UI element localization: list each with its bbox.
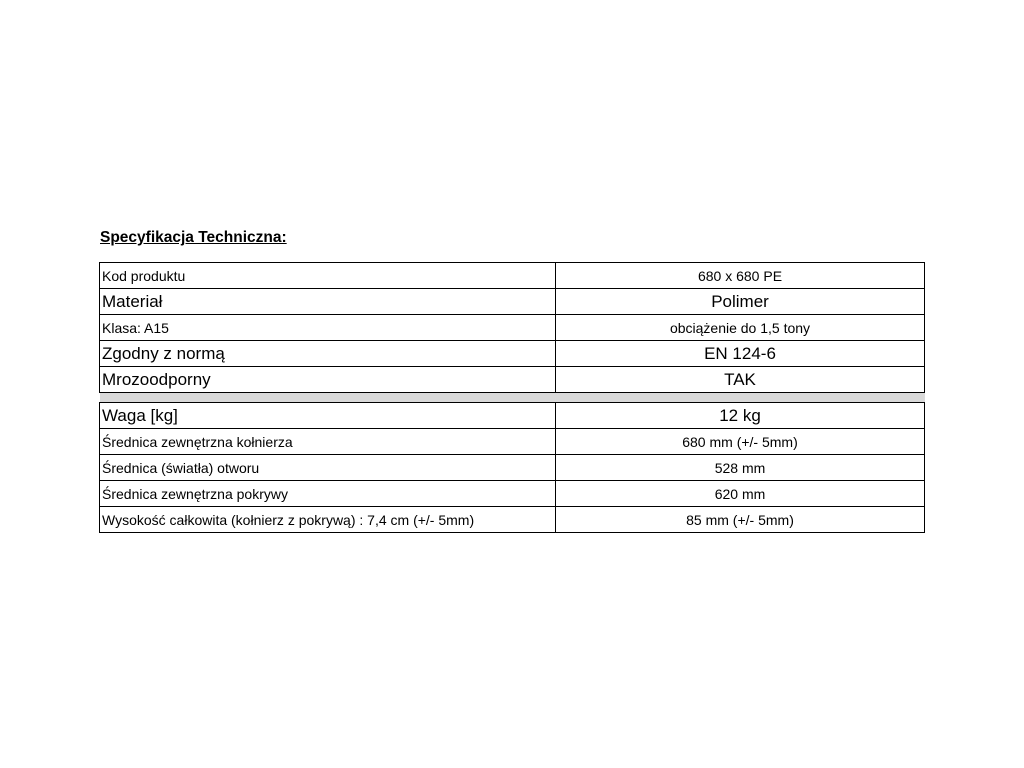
row-label: Waga [kg] xyxy=(100,403,556,429)
table-row-norma xyxy=(100,341,925,367)
row-value: 12 kg xyxy=(556,403,925,429)
row-label: Zgodny z normą xyxy=(100,341,556,367)
row-label: Materiał xyxy=(100,289,556,315)
row-value: EN 124-6 xyxy=(556,341,925,367)
table-row-srednica-otworu xyxy=(100,455,925,481)
table-separator xyxy=(100,393,925,403)
table-row-klasa xyxy=(100,315,925,341)
row-value: 620 mm xyxy=(556,481,925,507)
row-label: Kod produktu xyxy=(100,263,556,289)
row-label: Klasa: A15 xyxy=(100,315,556,341)
row-label: Średnica zewnętrzna kołnierza xyxy=(100,429,556,455)
row-label: Mrozoodporny xyxy=(100,367,556,393)
row-label: Średnica (światła) otworu xyxy=(100,455,556,481)
table-row-waga xyxy=(100,403,925,429)
spec-table xyxy=(99,262,925,533)
separator-band xyxy=(100,393,925,403)
spec-title: Specyfikacja Techniczna: xyxy=(100,229,287,246)
row-label: Wysokość całkowita (kołnierz z pokrywą) : 7,4 cm (+/- 5mm) xyxy=(100,507,556,533)
table-row-srednica-kolnierza xyxy=(100,429,925,455)
table-row-kod-produktu xyxy=(100,263,925,289)
row-value: TAK xyxy=(556,367,925,393)
row-label: Średnica zewnętrzna pokrywy xyxy=(100,481,556,507)
row-value: 85 mm (+/- 5mm) xyxy=(556,507,925,533)
row-value: 680 x 680 PE xyxy=(556,263,925,289)
row-value: 680 mm (+/- 5mm) xyxy=(556,429,925,455)
row-value: Polimer xyxy=(556,289,925,315)
table-row-mrozoodporny xyxy=(100,367,925,393)
row-value: 528 mm xyxy=(556,455,925,481)
table-row-srednica-pokrywy xyxy=(100,481,925,507)
table-row-material xyxy=(100,289,925,315)
row-value: obciążenie do 1,5 tony xyxy=(556,315,925,341)
table-row-wysokosc xyxy=(100,507,925,533)
